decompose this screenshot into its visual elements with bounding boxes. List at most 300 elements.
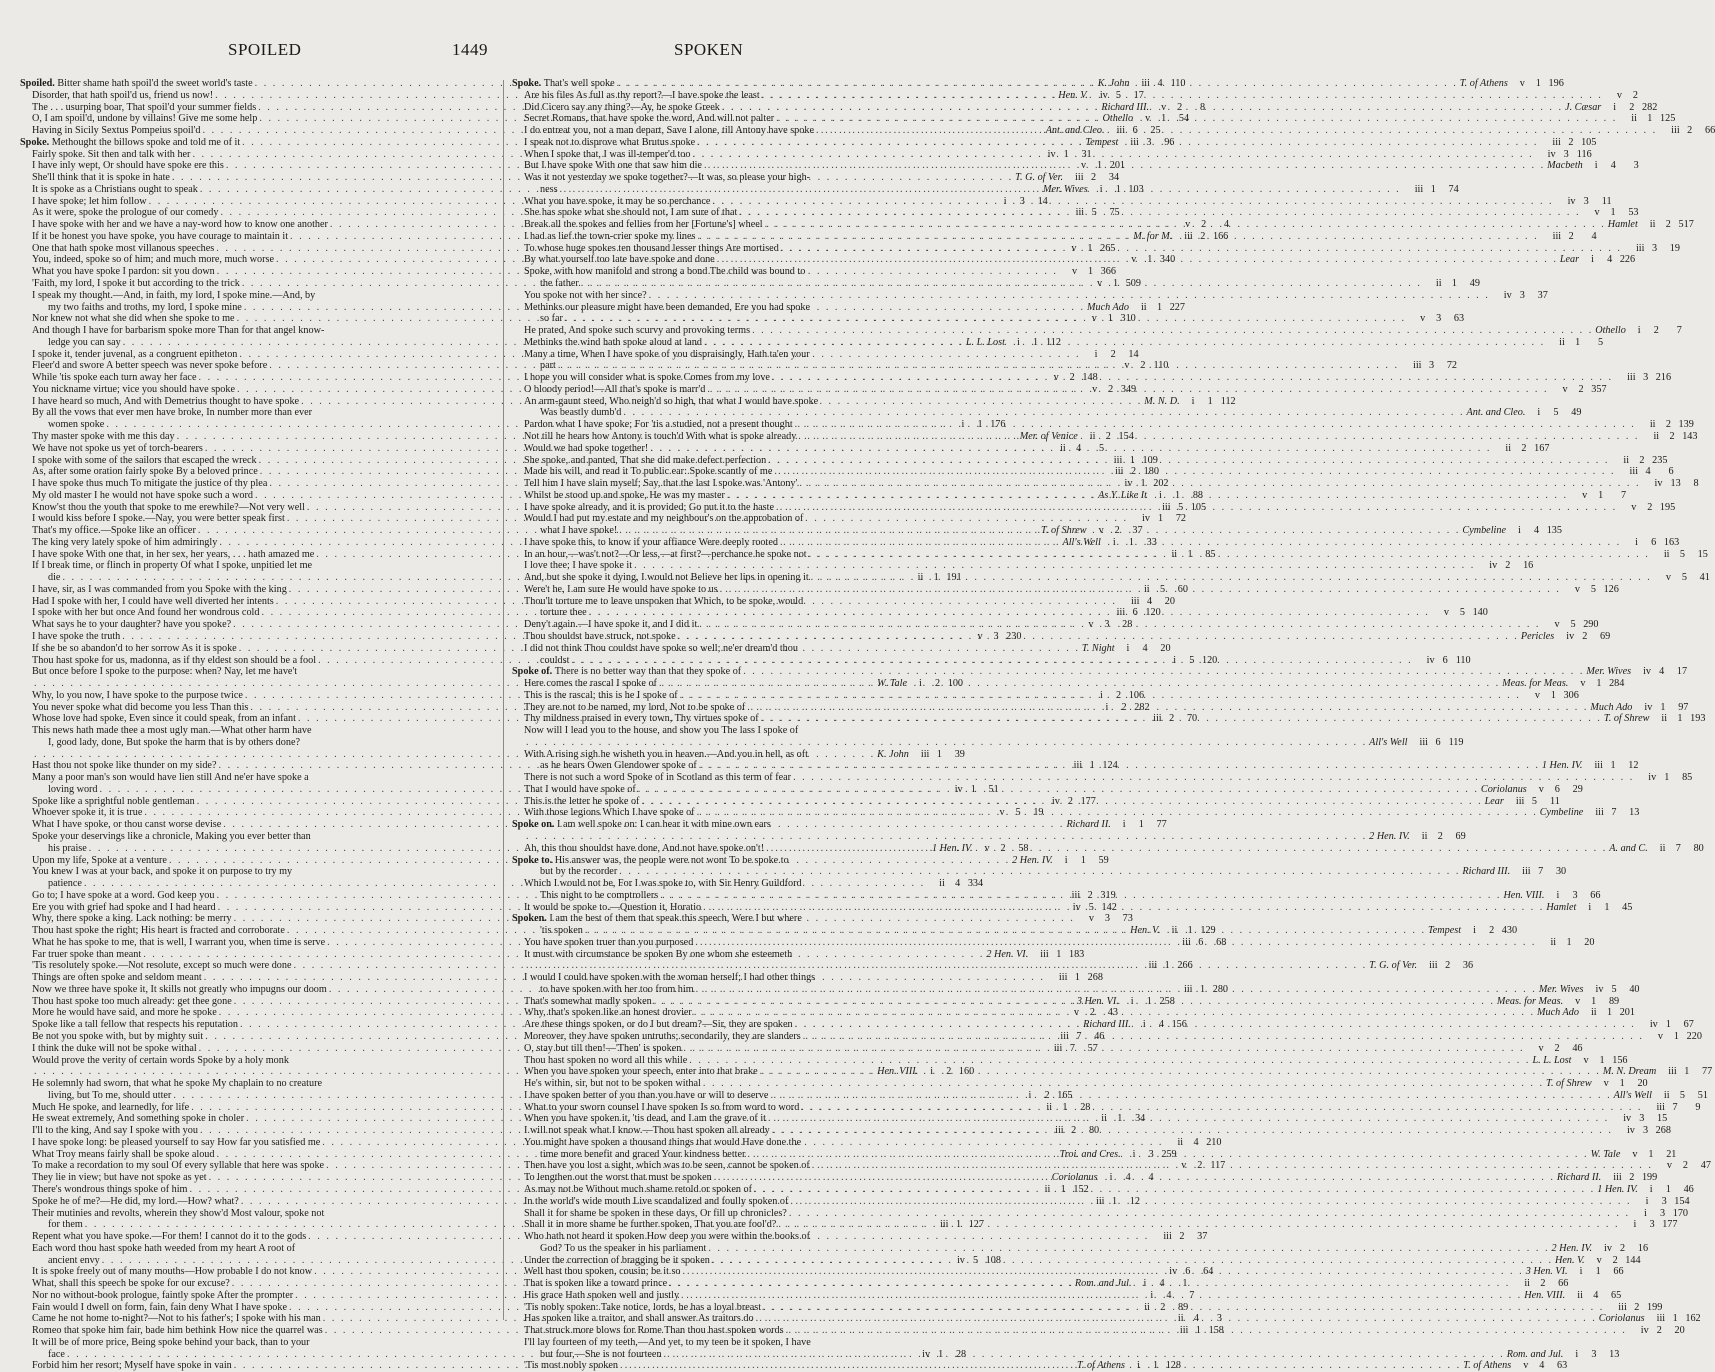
leader-dots (778, 1219, 1619, 1231)
leader-dots (752, 325, 1593, 337)
concordance-entry (20, 666, 494, 678)
quotation-text: What he has spoke to me, that is well, I warrant you, when time is serve (32, 936, 326, 948)
quotation-text: I have heard so much, And with Demetrius thought to have spoke (32, 395, 300, 407)
act-scene-line: v 1 7 (1582, 489, 1627, 501)
act-scene-line: ii 1 28 (1046, 1101, 1091, 1113)
leader-dots (812, 1160, 1653, 1172)
act-scene-line: iv 1 67 (1649, 1019, 1694, 1031)
play-reference: Mer. Wives (1586, 666, 1632, 678)
quotation-text: Thou hast spoke the right; His heart is fracted and corroborate (32, 925, 285, 937)
concordance-entry (512, 1078, 1648, 1090)
act-scene-line: i 1 112 (1016, 336, 1061, 348)
quotation-text: You have spoken truer than you purposed (524, 936, 694, 948)
concordance-entry (20, 960, 1193, 972)
leader-dots (761, 713, 1602, 725)
quotation-text: Much He spoke, and learnedly, for life (32, 1101, 190, 1113)
concordance-entry (512, 1207, 1689, 1220)
act-scene-line: i 2 282 (1613, 101, 1658, 113)
quotation-text: It will be of more price, Being spoke behind your back, than to your (32, 1336, 310, 1348)
concordance-entry (20, 737, 494, 749)
quotation-text: Break all the spokes and fellies from her [Fortune's] wheel (524, 219, 763, 231)
concordance-entry (20, 1337, 494, 1349)
quotation-text: Whoever spoke it, it is true (32, 807, 143, 819)
leader-dots (669, 1278, 1510, 1290)
quotation-text: Methinks the wind hath spoke aloud at land (524, 336, 702, 348)
quotation-text: Now we three have spoke it, It skills not greatly who impugns our doom (32, 983, 327, 995)
quotation-text: Thou shouldst have struck, not spoke (524, 630, 676, 642)
leader-dots (756, 1313, 1597, 1325)
quotation-text: Fain would I dwell on form, fain, fain deny What I have spoke (32, 1301, 288, 1313)
act-scene-line: v 4 63 (1523, 1360, 1568, 1372)
quotation-text: Spoiled. Bitter shame hath spoil'd the sweet world's taste (20, 78, 253, 89)
quotation-text: I do entreat you, not a man depart, Save I alone, till Antony have spoke (524, 125, 814, 137)
leader-dots (747, 702, 1588, 714)
play-reference: Mer. of Venice (1019, 430, 1078, 442)
play-reference: Much Ado (1087, 301, 1129, 313)
play-reference: M. N. D. (1144, 395, 1180, 407)
quotation-text: We have not spoke us yet of torch-bearers (32, 442, 203, 454)
quotation-text: Each word thou hast spoke hath weeded from my heart A root of (32, 1242, 296, 1254)
act-scene-line: iii 2 199 (1618, 1301, 1663, 1313)
act-scene-line: i 4 20 (1126, 642, 1171, 654)
act-scene-line: iii 1 162 (1656, 1313, 1701, 1325)
quotation-text: I had as lief the town-crier spoke my lines (524, 230, 696, 242)
quotation-text: Under the correction of bragging be it spoken (524, 1254, 710, 1266)
quotation-text: Shall it for shame be spoken in these days, Or fill up chronicles? (524, 1207, 787, 1219)
quotation-text: Spoke. Methought the billows spoke and told me of it (20, 136, 241, 148)
quotation-text: You never spoke what did become you less Than this (32, 701, 249, 713)
leader-dots (565, 313, 1406, 325)
act-scene-line: v 2 8 (1161, 101, 1206, 113)
play-reference: Richard III. (1462, 866, 1511, 878)
leader-dots (803, 1031, 1644, 1043)
act-scene-line: i 6 163 (1635, 536, 1680, 548)
leader-dots (634, 560, 1475, 572)
act-scene-line: v 3 63 (1420, 313, 1465, 325)
act-scene-line: iv 3 116 (1547, 148, 1592, 160)
act-scene-line: iii 1 266 (1148, 960, 1193, 972)
quotation-text: O bloody period!—All that's spoke is marr'd (524, 383, 706, 395)
quotation-text: Spoke your deservings like a chronicle, Making you ever better than (32, 831, 311, 842)
quotation-text: I would I could have spoken with the woman herself; I had other things (524, 972, 816, 984)
leader-dots (623, 407, 1464, 419)
quotation-text: He sweat extremely, And something spoke in choler (32, 1113, 245, 1125)
act-scene-line: i 1 46 (1649, 1183, 1694, 1195)
quotation-text: Repent what you have spoke.—For them! I cannot do it to the gods (32, 1231, 307, 1243)
act-scene-line: i 2 7 (1637, 325, 1682, 337)
quotation-text: Spoke he of me?—He did, my lord.—How? what? (32, 1195, 239, 1207)
concordance-entry (512, 1137, 986, 1149)
play-reference: 1 Hen. IV. (1597, 1183, 1638, 1195)
act-scene-line: iii 4 6 (1629, 466, 1674, 478)
quotation-text: I spoke with some of the sailors that escaped the wreck (32, 454, 257, 466)
quotation-text: Deny't again.—I have spoke it, and I did it (524, 619, 698, 631)
play-reference: 1 Hen. IV. (1541, 760, 1583, 772)
quotation-text: 'Tis resolutely spoke.—Not resolute, except so much were done (32, 960, 292, 972)
act-scene-line: i 5 49 (1537, 407, 1582, 419)
act-scene-line: iv 13 8 (1654, 478, 1699, 490)
concordance-entry (512, 302, 986, 314)
play-reference: Much Ado (1537, 1007, 1579, 1019)
play-reference: Coriolanus (1598, 1313, 1645, 1325)
act-scene-line: ii 1 5 (1559, 336, 1604, 348)
concordance-entry (512, 407, 1582, 419)
quotation-text: Well hast thou spoken, cousin; be it so (524, 1266, 681, 1278)
quotation-text: In the world's wide mouth Live scandalized and foully spoken of (524, 1195, 789, 1207)
quotation-text: Secret Romans, that have spoke the word, And will not palter (524, 113, 775, 125)
act-scene-line: iv 1 28 (922, 1348, 967, 1360)
leader-dots (816, 125, 1657, 137)
concordance-entry (20, 560, 494, 572)
quotation-text: Having in Sicily Sextus Pompeius spoil'd (32, 125, 201, 137)
concordance-entry (20, 1055, 494, 1067)
quotation-text: That struck more blows for Rome Than thou hast spoken words (524, 1325, 784, 1337)
act-scene-line: ii 1 152 (1044, 1183, 1089, 1195)
quotation-text: And though I have for barbarism spoke more Than for that angel know- (32, 325, 325, 337)
act-scene-line: iv 2 16 (1604, 1242, 1649, 1254)
play-reference: Tempest (1428, 925, 1462, 937)
act-scene-line: iii 2 80 (1055, 1125, 1100, 1137)
quotation-text: ancient envy (48, 1254, 100, 1266)
act-scene-line: iv 3 37 (1503, 289, 1548, 301)
concordance-entry (512, 913, 986, 925)
quotation-text: couldst (540, 654, 570, 666)
act-scene-line: i 2 165 (1028, 1089, 1073, 1101)
quotation-text: You might have spoken a thousand things that would Have done the (524, 1136, 802, 1148)
play-reference: L. L. Lost (1532, 1054, 1572, 1066)
quotation-text: With those legions Which I have spoke of (524, 807, 695, 819)
concordance-entry (512, 349, 986, 361)
act-scene-line: v 5 290 (1554, 619, 1599, 631)
leader-dots (786, 1325, 1627, 1337)
act-scene-line: iii 6 120 (1116, 607, 1161, 619)
play-reference: 2 Hen. IV. (1012, 854, 1053, 866)
act-scene-line: iii 1 12 (1096, 1195, 1140, 1207)
quotation-text: The . . . usurping boar, That spoil'd your summer fields (32, 101, 257, 113)
act-scene-line: ii 2 69 (1421, 831, 1466, 842)
play-reference: 2 Hen. VI. (986, 948, 1029, 960)
play-reference: Meas. for Meas. (1496, 995, 1564, 1007)
quotation-text: I have spoke thus much To mitigate the justice of thy plea (32, 478, 268, 490)
act-scene-line: iv 1 31 (1047, 148, 1092, 160)
act-scene-line: v 1 53 (1594, 207, 1639, 219)
quotation-text: Thou'lt torture me to leave unspoken that Which, to be spoke, would (524, 595, 804, 607)
quotation-text: Thou hast spoke too much already: get thee gone (32, 995, 232, 1007)
leader-dots (703, 1078, 1544, 1090)
quotation-text: Upon my life, Spoke at a venture (32, 854, 167, 866)
act-scene-line: iv 5 108 (956, 1254, 1001, 1266)
act-scene-line: iii 5 75 (1075, 207, 1120, 219)
play-reference: T. of Athens (1463, 1360, 1512, 1372)
quotation-text: By all the vows that ever men have broke, In number more than ever (32, 407, 313, 419)
concordance-entry (20, 831, 494, 843)
leader-dots (693, 149, 1534, 161)
quotation-text: but by the recorder (540, 866, 618, 878)
act-scene-line: v 1 156 (1583, 1054, 1628, 1066)
act-scene-line: iv 1 202 (1124, 478, 1169, 490)
quotation-text: Nor no without-book prologue, faintly spoke After the prompter (32, 1289, 294, 1301)
leader-dots (704, 337, 1545, 349)
play-reference: All's Well (1613, 1089, 1652, 1101)
play-reference: 3 Hen. VI. (1525, 1266, 1568, 1278)
quotation-text: This is the letter he spoke of (524, 795, 640, 807)
leader-dots (781, 243, 1622, 255)
leader-dots (659, 678, 1500, 690)
leader-dots (754, 1184, 1595, 1196)
act-scene-line: i 1 59 (1064, 854, 1109, 866)
quotation-text: What, shall this speech be spoke for our excuse? (32, 1278, 230, 1290)
quotation-text: Ere you with grief had spoke and I had heard (32, 901, 216, 913)
act-scene-line: ii 2 517 (1649, 219, 1694, 231)
play-reference: As Y. Like It (1098, 489, 1148, 501)
quotation-text: But once before I spoke to the purpose: when? Nay, let me have't (32, 666, 298, 678)
quotation-text: God? To us the speaker in his parliament (540, 1242, 707, 1254)
act-scene-line: i 2 160 (930, 1066, 975, 1078)
act-scene-line: iii 1 158 (1179, 1325, 1224, 1337)
act-scene-line: iii 7 13 (1595, 807, 1640, 819)
quotation-text: I have spoke already, and it is provided; Go put it to the haste (524, 501, 775, 513)
act-scene-line: iii 1 124 (1073, 760, 1118, 772)
quotation-text: Thy master spoke with me this day (32, 430, 175, 442)
quotation-text: To whose huge spokes ten thousand lesser things Are mortised (524, 242, 779, 254)
act-scene-line: ii 1 85 (1171, 548, 1216, 560)
play-reference: 2 Hen. IV. (1551, 1242, 1593, 1254)
play-reference: Mer. Wives (1538, 983, 1584, 995)
headword: Spoke. (512, 78, 544, 89)
quotation-text: To lengthen out the worst that must be spoken (524, 1172, 712, 1184)
act-scene-line: iii 4 20 (1130, 595, 1175, 607)
quotation-text: My old master I he would not have spoke such a word (32, 489, 253, 501)
concordance-entry (512, 666, 1688, 678)
leader-dots (793, 772, 1634, 784)
quotation-text: They lie in view; but have not spoke as yet (32, 1172, 207, 1184)
concordance-entry (512, 1242, 1649, 1255)
leader-dots (619, 525, 1460, 537)
quotation-text: And, but she spoke it dying, I would not Believe her lips in opening it (524, 572, 809, 584)
quotation-text: Things are often spoke and seldom meant (32, 972, 202, 984)
quotation-text: That's somewhat madly spoken (524, 995, 652, 1007)
leader-dots (712, 1255, 1553, 1267)
act-scene-line: v 2 47 (1666, 1160, 1711, 1172)
leader-dots (699, 760, 1540, 772)
leader-dots (720, 584, 1561, 596)
leader-dots (654, 996, 1495, 1008)
act-scene-line: iii 2 36 (1429, 960, 1474, 972)
concordance-entry (512, 831, 1466, 843)
quotation-text: Why, that's spoken like an honest drovier (524, 1007, 692, 1019)
act-scene-line: v 1 20 (1603, 1078, 1648, 1090)
act-scene-line: iii 7 9 (1656, 1101, 1701, 1113)
act-scene-line: iii 1 280 (1184, 983, 1228, 995)
quotation-text: I speak my thought.—And, in faith, my lord, I spoke mine.—And, by (32, 289, 316, 301)
concordance-entry (512, 396, 986, 408)
act-scene-line: i 1 103 (1099, 183, 1144, 195)
act-scene-line: ii 4 3 (1177, 1313, 1222, 1325)
act-scene-line: v 3 230 (977, 630, 1022, 642)
quotation-text: Methinks our pleasure might have been demanded, Ere you had spoke (524, 301, 811, 313)
concordance-entry (512, 783, 1583, 796)
leader-dots (619, 866, 1460, 878)
act-scene-line: iii 2 166 (1184, 230, 1229, 242)
leader-dots (739, 207, 1580, 219)
leader-dots (772, 372, 1613, 384)
quotation-text: If it be honest you have spoke, you have courage to maintain it (32, 230, 289, 242)
play-reference: T. of Shrew (1041, 525, 1087, 537)
act-scene-line: i 1 176 (961, 419, 1006, 431)
play-reference: J. Cæsar (1565, 101, 1602, 113)
act-scene-line: v 6 29 (1538, 783, 1583, 795)
page-number: 1449 (452, 40, 488, 59)
leader-dots (660, 890, 1501, 902)
quotation-text: As, after some oration fairly spoke By a beloved prince (32, 466, 258, 478)
play-reference: Rom. and Jul. (1506, 1348, 1564, 1360)
quotation-text: Spoke like a tall fellow that respects his reputation (32, 1019, 238, 1031)
act-scene-line: v 5 19 (999, 807, 1044, 819)
quotation-text: his praise (48, 842, 87, 854)
concordance-entry (512, 1337, 986, 1349)
quotation-text: loving word (48, 783, 98, 795)
act-scene-line: v 2 37 (1098, 525, 1143, 537)
act-scene-line: v 1 21 (1632, 1148, 1677, 1160)
act-scene-line: iii 3 72 (1413, 360, 1458, 372)
play-reference: Othello (1102, 113, 1134, 125)
leader-dots (717, 254, 1558, 266)
quotation-text: Romeo that spoke him fair, bade him bethink How nice the quarrel was (32, 1325, 323, 1337)
quotation-text: It would be spoke to.—Question it, Horatio (524, 901, 702, 913)
act-scene-line: iii 2 70 (1153, 713, 1198, 725)
act-scene-line: iv 1 72 (1142, 513, 1186, 525)
concordance-entry (512, 1231, 986, 1243)
play-reference: L. L. Lost (965, 336, 1005, 348)
concordance-entry (512, 855, 986, 867)
play-reference: Hamlet (1546, 901, 1577, 913)
leader-dots (707, 384, 1548, 396)
act-scene-line: iii 5 11 (1515, 795, 1560, 807)
quotation-text: That I would have spoke of (524, 783, 636, 795)
quotation-text: There is not such a word Spoke of in Scotland as this term of fear (524, 772, 792, 784)
act-scene-line: v 1 306 (1534, 689, 1579, 701)
play-reference: Lear (1559, 254, 1580, 266)
quotation-text: Spoke on. I am well spoke on: I can hear it with mine own ears (512, 819, 771, 831)
leader-dots (581, 278, 1422, 290)
headword: Spoken. (512, 913, 550, 925)
quotation-text: Now will I lead you to the house, and show you The lass I spoke of (524, 725, 799, 737)
quotation-text: I think the duke will not be spoke withal (32, 1042, 197, 1054)
quotation-text: This night to be comptrollers (540, 889, 659, 901)
quotation-text: While 'tis spoke each turn away her face (32, 372, 197, 384)
act-scene-line: ii 1 193 (1661, 713, 1706, 725)
act-scene-line: iii 4 110 (1141, 78, 1186, 89)
quotation-text: Would we had spoke together! (524, 442, 649, 454)
quotation-text: When you have spoken your speech, enter into that brake (524, 1066, 758, 1078)
act-scene-line: v 1 220 (1657, 1031, 1702, 1043)
quotation-text: I have spoke long: be pleased yourself to say How far you satisfied me (32, 1136, 321, 1148)
act-scene-line: iii 3 216 (1627, 372, 1672, 384)
leader-dots (743, 666, 1584, 678)
quotation-text: What Troy means fairly shall be spoke aloud (32, 1148, 215, 1160)
header-left-word: SPOILED (228, 40, 302, 59)
concordance-entry (512, 866, 1567, 878)
play-reference: T. of Athens (1076, 1360, 1125, 1372)
act-scene-line: iv 1 97 (1644, 701, 1689, 713)
quotation-text: Spoke to. His answer was, the people were not wont To be spoke to (512, 854, 789, 866)
play-reference: Richard II. (1066, 819, 1111, 831)
quotation-text: Came he not home to-night?—Not to his father's; I spoke with his man (32, 1313, 321, 1325)
act-scene-line: i 4 226 (1591, 254, 1636, 266)
concordance-entry (512, 819, 986, 831)
quotation-text: Were't he, I am sure He would have spoke to us (524, 583, 718, 595)
act-scene-line: v 1 54 (1145, 113, 1190, 125)
act-scene-line: v 5 41 (1665, 572, 1710, 584)
act-scene-line: iii 7 30 (1522, 866, 1567, 878)
quotation-text: Nor knew not what she did when she spoke to me (32, 313, 235, 325)
leader-dots (703, 902, 1544, 914)
leader-dots (809, 549, 1650, 561)
act-scene-line: i 4 1 (1143, 1278, 1188, 1290)
leader-dots (558, 360, 1399, 372)
act-scene-line: v 2 110 (1124, 360, 1169, 372)
leader-dots (790, 1196, 1631, 1208)
act-scene-line: ii 2 143 (1653, 430, 1698, 442)
quotation-text: Spoke like a sprightful noble gentleman (32, 795, 195, 807)
play-reference: A. and C. (1609, 842, 1648, 854)
play-reference: Hamlet (1607, 219, 1638, 231)
quotation-text: By what yourself too late have spoke and done (524, 254, 715, 266)
concordance-entry (512, 172, 986, 184)
act-scene-line: i 4 156 (1142, 1019, 1187, 1031)
quotation-text: Disorder, that hath spoil'd us, friend us now! (32, 89, 214, 101)
quotation-text: You knew I was at your back, and spoke it on purpose to try my (32, 866, 293, 878)
act-scene-line: iii 6 25 (1116, 125, 1161, 137)
quotation-text: When you have spoken it, 'tis dead, and I am the grave of it (524, 1113, 767, 1125)
act-scene-line: iv 3 15 (1623, 1113, 1668, 1125)
act-scene-line: i 2 430 (1473, 925, 1518, 937)
quotation-text: Made his will, and read it To public ear: Spoke scantly of me (524, 466, 773, 478)
quotation-text: I have spoke; let him follow (32, 195, 147, 207)
quotation-text: Thy mildness praised in every town, Thy virtues spoke of (524, 713, 759, 725)
concordance-entry (512, 325, 1682, 337)
play-reference: T. Night (1081, 642, 1115, 654)
play-reference: 2 Hen. IV. (1369, 831, 1410, 842)
quotation-text: Tell him I have slain myself; Say, that the last I spoke was 'Antony' (524, 478, 798, 490)
quotation-text: She spoke, and panted, That she did make defect perfection (524, 454, 767, 466)
act-scene-line: i 1 33 (1112, 536, 1157, 548)
concordance-entry (512, 419, 1694, 431)
play-reference: Ant. and Cleo. (1466, 407, 1526, 419)
leader-dots (526, 737, 1367, 749)
quotation-text: I'll lay fourteen of my teeth,—And yet, to my teen be it spoken, I have (524, 1336, 811, 1348)
act-scene-line: i 3 177 (1633, 1219, 1678, 1231)
quotation-text: 'Faith, my lord, I spoke it but according to the trick (32, 278, 240, 290)
leader-dots (649, 290, 1490, 302)
quotation-text: so far (540, 313, 563, 325)
quotation-text: Spoke of. There is no better way than that they spoke of (512, 666, 742, 678)
concordance-entry (512, 596, 986, 608)
quotation-text: It is spoke freely out of many mouths—How probable I do not know (32, 1266, 313, 1278)
play-reference: Othello (1595, 325, 1626, 337)
quotation-text: An arm-gaunt steed, Who neigh'd so high, that what I would have spoke (524, 395, 819, 407)
leader-dots (798, 431, 1639, 443)
quotation-text: Why, lo you now, I have spoke to the purpose twice (32, 689, 243, 701)
act-scene-line: ii 1 49 (1435, 278, 1480, 290)
act-scene-line: v 1 310 (1091, 313, 1136, 325)
act-scene-line: iii 2 34 (1075, 172, 1120, 184)
leader-dots (683, 1266, 1524, 1278)
play-reference: M. N. Dream (1602, 1066, 1657, 1078)
play-reference: Lear (1484, 795, 1504, 807)
play-reference: T. of Shrew (1603, 713, 1650, 725)
act-scene-line: i 1 128 (1136, 1360, 1181, 1372)
